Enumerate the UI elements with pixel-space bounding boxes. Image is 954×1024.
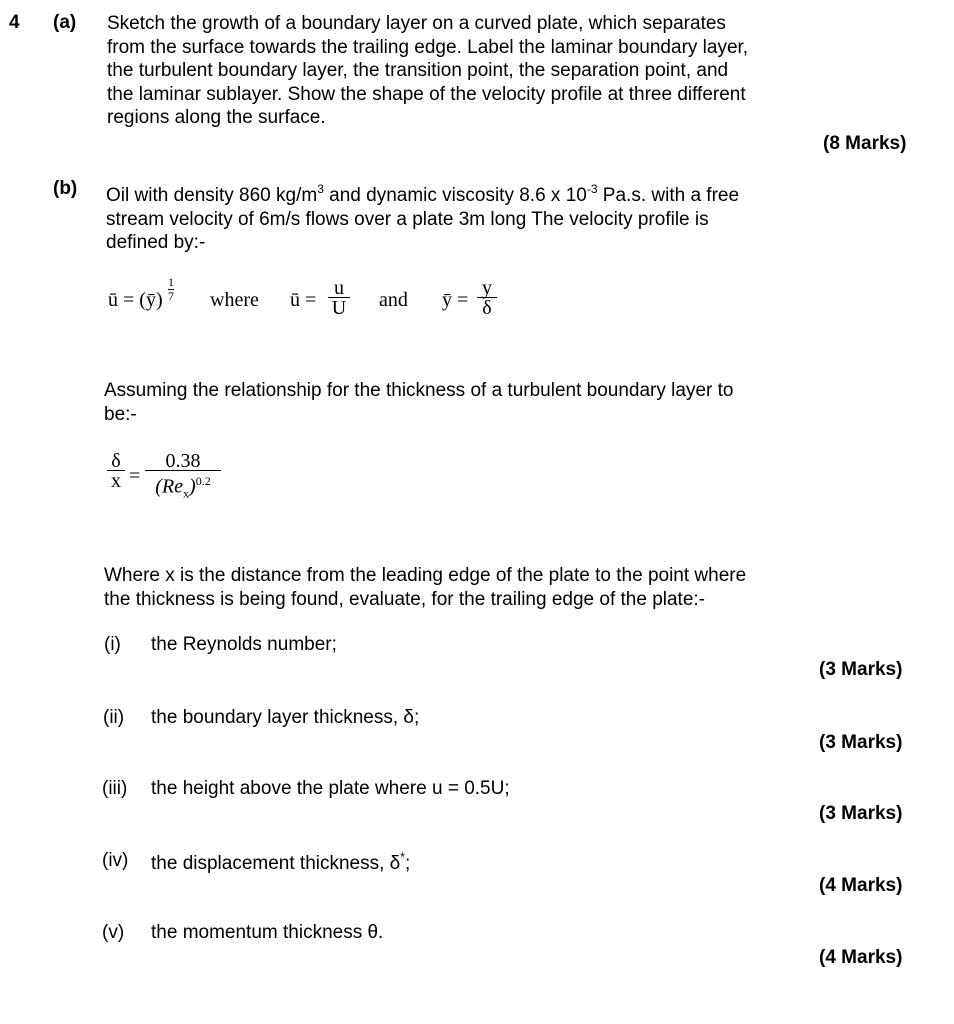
part-a-label: (a) — [53, 12, 77, 33]
y-over-delta-fraction: $\frac{y}{\delta}$ — [477, 279, 497, 318]
item-iv-marks: (4 Marks) — [819, 875, 903, 896]
and-word: and — [379, 289, 408, 311]
where-word: where — [210, 289, 259, 311]
assumption-line: be:- — [104, 403, 137, 425]
assumption-text — [104, 379, 733, 426]
item-iv-text: the displacement thickness, δ*; — [151, 850, 411, 874]
question-number: 4 — [9, 12, 20, 33]
part-a-line: the turbulent boundary layer, the transition point, the separation point, and — [107, 60, 729, 81]
item-v-label: (v) — [102, 922, 125, 943]
u-bar-eq: ū = — [290, 289, 317, 311]
part-b-line-1: Oil with density 860 $kg/m^3$ and dynamic viscosity 8.6 x $10^{-3}$ Pa.s. with a free — [106, 182, 740, 206]
delta-over-x-fraction: $\frac{\delta}{x}$ — [107, 452, 125, 491]
item-i-marks: (3 Marks) — [819, 659, 903, 680]
item-iii-text: the height above the plate where u = 0.5U; — [151, 778, 510, 799]
part-a-line: the laminar sublayer. Show the shape of the velocity profile at three different — [107, 83, 746, 105]
item-ii-label: (ii) — [103, 707, 125, 728]
item-i-label: (i) — [104, 634, 121, 655]
where-line: the thickness is being found, evaluate, for the trailing edge of the plate:- — [104, 588, 705, 610]
item-ii-marks: (3 Marks) — [819, 732, 903, 753]
part-b-line-2: stream velocity of 6m/s flows over a plate 3m long The velocity profile is — [106, 208, 709, 230]
assumption-line: Assuming the relationship for the thickness of a turbulent boundary layer to — [104, 380, 734, 401]
part-a-line: from the surface towards the trailing edge. Label the laminar boundary layer, — [107, 36, 749, 58]
part-b-label: (b) — [53, 178, 78, 199]
item-ii-text: the boundary layer thickness, δ; — [151, 707, 420, 728]
where-text — [104, 564, 746, 611]
item-v-marks: (4 Marks) — [819, 947, 903, 968]
where-line: Where x is the distance from the leading edge of the plate to the point where — [104, 565, 747, 586]
part-b-line-3: defined by:- — [106, 232, 206, 253]
y-bar-eq: ȳ = — [442, 289, 469, 311]
u-over-U-fraction: $\frac{u}{U}$ — [328, 279, 350, 318]
item-iii-marks: (3 Marks) — [819, 803, 903, 824]
part-a-text — [107, 12, 748, 130]
equals-sign: = — [129, 465, 141, 487]
part-a-line: Sketch the growth of a boundary layer on a curved plate, which separates — [107, 13, 726, 34]
item-v-text: the momentum thickness θ. — [151, 922, 384, 943]
profile-exponent: $\frac{1}{7}$ — [168, 275, 174, 303]
reynolds-fraction: 0.38 $(Re_x)^{0.2}$ — [145, 452, 221, 504]
profile-lhs: ū = (ȳ) — [108, 289, 163, 311]
item-iv-label: (iv) — [102, 850, 129, 871]
item-i-text: the Reynolds number; — [151, 634, 337, 655]
part-b-intro — [106, 178, 739, 255]
part-a-line: regions along the surface. — [107, 107, 326, 128]
item-iii-label: (iii) — [102, 778, 128, 799]
part-a-marks: (8 Marks) — [823, 133, 907, 154]
